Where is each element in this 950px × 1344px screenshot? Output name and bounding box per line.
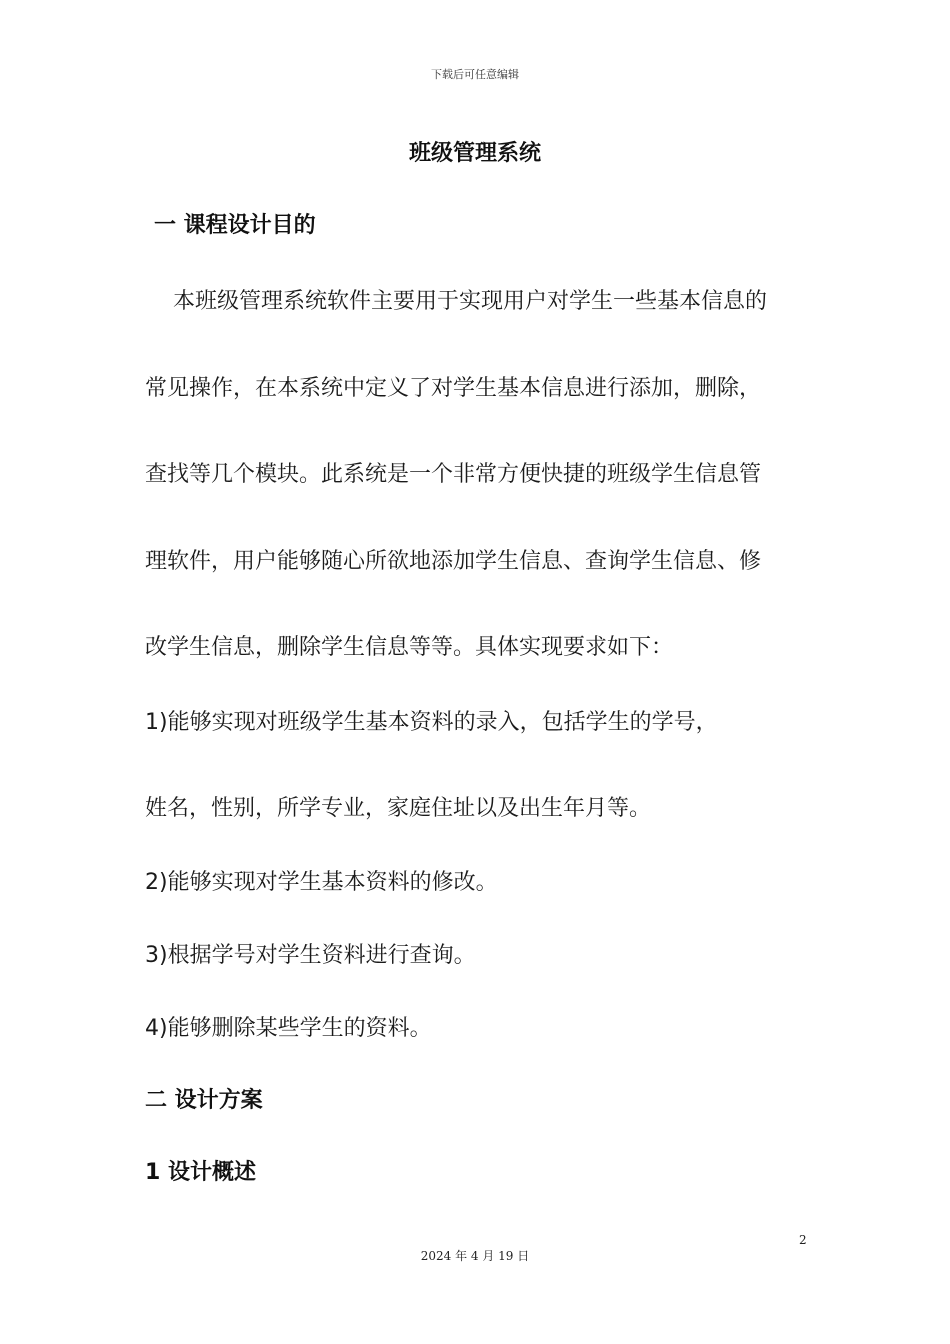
requirement-item-4: 4)能够删除某些学生的资料。: [145, 1016, 432, 1041]
requirement-item-2: 2)能够实现对学生基本资料的修改。: [145, 870, 498, 895]
paragraph-line: 查找等几个模块。此系统是一个非常方便快捷的班级学生信息管: [145, 462, 762, 487]
requirement-item-1: 1)能够实现对班级学生基本资料的录入，包括学生的学号，: [145, 710, 718, 735]
requirement-item-3: 3)根据学号对学生资料进行查询。: [145, 943, 476, 968]
page-number: 2: [799, 1233, 807, 1247]
subsection-heading-overview: 1 设计概述: [145, 1160, 256, 1185]
paragraph-line: 理软件，用户能够随心所欲地添加学生信息、查询学生信息、修: [145, 549, 762, 574]
page-header: 下载后可任意编辑: [431, 68, 519, 81]
page-footer-date: 2024 年 4 月 19 日: [420, 1249, 530, 1263]
document-title: 班级管理系统: [408, 141, 541, 166]
paragraph-line: 本班级管理系统软件主要用于实现用户对学生一些基本信息的: [173, 289, 768, 314]
section-heading-purpose: 一 课程设计目的: [154, 213, 316, 238]
section-heading-design: 二 设计方案: [145, 1088, 263, 1113]
requirement-item-1-cont: 姓名，性别，所学专业，家庭住址以及出生年月等。: [145, 796, 652, 821]
paragraph-line: 改学生信息，删除学生信息等等。具体实现要求如下：: [145, 635, 674, 660]
paragraph-line: 常见操作，在本系统中定义了对学生基本信息进行添加，删除，: [145, 376, 762, 401]
